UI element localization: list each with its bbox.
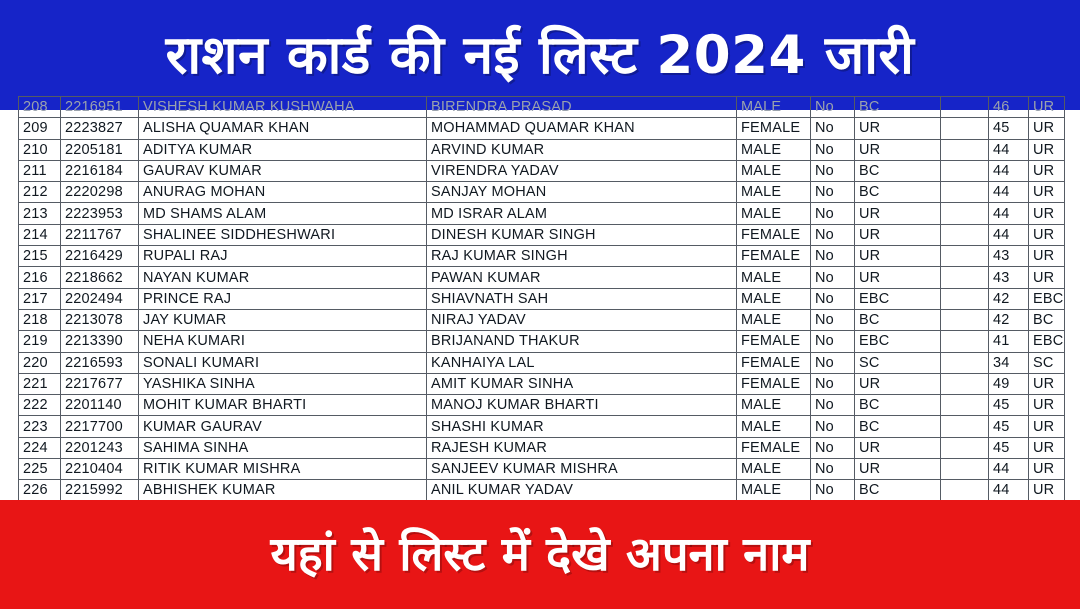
cell-spacer [941, 373, 989, 394]
cell-name: MD SHAMS ALAM [139, 203, 427, 224]
cell-gender: MALE [737, 160, 811, 181]
bottom-cta-text: यहां से लिस्ट में देखे अपना नाम [270, 527, 810, 582]
cell-category: EBC [855, 331, 941, 352]
cell-spacer [941, 246, 989, 267]
cell-age: 42 [989, 309, 1029, 330]
cell-id: 2217677 [61, 373, 139, 394]
cell-id: 2202494 [61, 288, 139, 309]
cell-name: ALISHA QUAMAR KHAN [139, 118, 427, 139]
cell-father-name: NIRAJ YADAV [427, 309, 737, 330]
cell-spacer [941, 309, 989, 330]
cell-name: YASHIKA SINHA [139, 373, 427, 394]
ration-list-table-area [0, 99, 1080, 500]
cell-spacer [941, 224, 989, 245]
cell-flag: No [811, 437, 855, 458]
cell-name: SONALI KUMARI [139, 352, 427, 373]
cell-name: RUPALI RAJ [139, 246, 427, 267]
cell-father-name: BIRENDRA PRASAD [427, 97, 737, 118]
cell-father-name: RAJESH KUMAR [427, 437, 737, 458]
cell-father-name: MOHAMMAD QUAMAR KHAN [427, 118, 737, 139]
cell-flag: No [811, 373, 855, 394]
cell-id: 2223953 [61, 203, 139, 224]
cell-id: 2216429 [61, 246, 139, 267]
cell-flag: No [811, 288, 855, 309]
cell-id: 2218662 [61, 267, 139, 288]
cell-father-name: DINESH KUMAR SINGH [427, 224, 737, 245]
table-row [19, 288, 1065, 309]
table-row [19, 416, 1065, 437]
cell-category-short: UR [1029, 182, 1065, 203]
table-row [19, 459, 1065, 480]
cell-gender: MALE [737, 267, 811, 288]
cell-id: 2213390 [61, 331, 139, 352]
cell-gender: MALE [737, 480, 811, 501]
cell-category-short: UR [1029, 267, 1065, 288]
cell-father-name: ANIL KUMAR YADAV [427, 480, 737, 501]
cell-spacer [941, 480, 989, 501]
cell-name: NAYAN KUMAR [139, 267, 427, 288]
table-row [19, 309, 1065, 330]
cell-father-name: MD ISRAR ALAM [427, 203, 737, 224]
table-row [19, 203, 1065, 224]
cell-flag: No [811, 160, 855, 181]
cell-spacer [941, 459, 989, 480]
cell-id: 2220298 [61, 182, 139, 203]
cell-category: UR [855, 459, 941, 480]
cell-name: ADITYA KUMAR [139, 139, 427, 160]
cell-gender: FEMALE [737, 331, 811, 352]
cell-serial: 220 [19, 352, 61, 373]
cell-flag: No [811, 182, 855, 203]
cell-category-short: UR [1029, 139, 1065, 160]
cell-serial: 224 [19, 437, 61, 458]
cell-category: BC [855, 480, 941, 501]
cell-flag: No [811, 480, 855, 501]
cell-name: NEHA KUMARI [139, 331, 427, 352]
cell-father-name: KANHAIYA LAL [427, 352, 737, 373]
cell-flag: No [811, 139, 855, 160]
cell-flag: No [811, 309, 855, 330]
cell-category-short: UR [1029, 437, 1065, 458]
table-row [19, 97, 1065, 118]
cell-category-short: UR [1029, 246, 1065, 267]
cell-category-short: EBC [1029, 288, 1065, 309]
cell-category-short: SC [1029, 352, 1065, 373]
cell-gender: MALE [737, 288, 811, 309]
cell-flag: No [811, 267, 855, 288]
cell-category-short: BC [1029, 309, 1065, 330]
cell-father-name: SANJEEV KUMAR MISHRA [427, 459, 737, 480]
table-row [19, 224, 1065, 245]
cell-spacer [941, 139, 989, 160]
cell-serial: 212 [19, 182, 61, 203]
cell-father-name: VIRENDRA YADAV [427, 160, 737, 181]
table-body [19, 97, 1065, 523]
cell-category-short: UR [1029, 480, 1065, 501]
cell-age: 49 [989, 373, 1029, 394]
cell-id: 2216593 [61, 352, 139, 373]
cell-gender: MALE [737, 97, 811, 118]
cell-age: 45 [989, 416, 1029, 437]
cell-flag: No [811, 203, 855, 224]
cell-serial: 214 [19, 224, 61, 245]
cell-category-short: UR [1029, 97, 1065, 118]
cell-age: 44 [989, 459, 1029, 480]
top-headline-text: राशन कार्ड की नई लिस्ट 2024 जारी [165, 24, 915, 86]
cell-category: UR [855, 203, 941, 224]
cell-category-short: UR [1029, 224, 1065, 245]
ration-beneficiary-table [18, 96, 1065, 523]
cell-serial: 210 [19, 139, 61, 160]
cell-serial: 217 [19, 288, 61, 309]
cell-flag: No [811, 416, 855, 437]
cell-serial: 226 [19, 480, 61, 501]
cell-serial: 218 [19, 309, 61, 330]
cell-spacer [941, 437, 989, 458]
cell-category: UR [855, 224, 941, 245]
cell-category: BC [855, 97, 941, 118]
cell-gender: MALE [737, 139, 811, 160]
cell-age: 41 [989, 331, 1029, 352]
cell-father-name: MANOJ KUMAR BHARTI [427, 395, 737, 416]
cell-category-short: UR [1029, 416, 1065, 437]
cell-category: UR [855, 118, 941, 139]
cell-father-name: SANJAY MOHAN [427, 182, 737, 203]
cell-category: EBC [855, 288, 941, 309]
cell-gender: MALE [737, 203, 811, 224]
cell-father-name: ARVIND KUMAR [427, 139, 737, 160]
cell-category: UR [855, 246, 941, 267]
cell-age: 43 [989, 267, 1029, 288]
cell-flag: No [811, 118, 855, 139]
table-row [19, 182, 1065, 203]
cell-spacer [941, 160, 989, 181]
cell-spacer [941, 182, 989, 203]
cell-gender: FEMALE [737, 246, 811, 267]
cell-gender: FEMALE [737, 352, 811, 373]
cell-age: 45 [989, 437, 1029, 458]
bottom-cta-banner[interactable] [0, 500, 1080, 609]
cell-gender: FEMALE [737, 437, 811, 458]
cell-age: 44 [989, 182, 1029, 203]
cell-id: 2216951 [61, 97, 139, 118]
cell-serial: 211 [19, 160, 61, 181]
cell-id: 2201243 [61, 437, 139, 458]
cell-serial: 209 [19, 118, 61, 139]
cell-spacer [941, 118, 989, 139]
cell-name: ANURAG MOHAN [139, 182, 427, 203]
table-row [19, 160, 1065, 181]
cell-category: BC [855, 395, 941, 416]
cell-category: BC [855, 160, 941, 181]
cell-age: 44 [989, 224, 1029, 245]
table-row [19, 118, 1065, 139]
cell-gender: MALE [737, 182, 811, 203]
cell-category-short: UR [1029, 160, 1065, 181]
cell-id: 2223827 [61, 118, 139, 139]
cell-category: BC [855, 182, 941, 203]
cell-father-name: BRIJANAND THAKUR [427, 331, 737, 352]
cell-age: 44 [989, 203, 1029, 224]
table-row [19, 373, 1065, 394]
cell-age: 43 [989, 246, 1029, 267]
cell-serial: 223 [19, 416, 61, 437]
cell-category-short: UR [1029, 373, 1065, 394]
cell-serial: 225 [19, 459, 61, 480]
cell-category: BC [855, 416, 941, 437]
cell-age: 44 [989, 139, 1029, 160]
cell-name: SHALINEE SIDDHESHWARI [139, 224, 427, 245]
cell-id: 2211767 [61, 224, 139, 245]
cell-category-short: UR [1029, 395, 1065, 416]
cell-name: RITIK KUMAR MISHRA [139, 459, 427, 480]
cell-serial: 215 [19, 246, 61, 267]
cell-spacer [941, 288, 989, 309]
table-row [19, 395, 1065, 416]
cell-age: 46 [989, 97, 1029, 118]
cell-name: JAY KUMAR [139, 309, 427, 330]
cell-flag: No [811, 352, 855, 373]
table-row [19, 267, 1065, 288]
cell-spacer [941, 395, 989, 416]
cell-age: 45 [989, 118, 1029, 139]
cell-father-name: RAJ KUMAR SINGH [427, 246, 737, 267]
cell-spacer [941, 203, 989, 224]
cell-gender: FEMALE [737, 118, 811, 139]
cell-category: UR [855, 373, 941, 394]
table-row [19, 480, 1065, 501]
cell-serial: 219 [19, 331, 61, 352]
cell-flag: No [811, 395, 855, 416]
table-row [19, 139, 1065, 160]
cell-age: 44 [989, 160, 1029, 181]
cell-spacer [941, 267, 989, 288]
cell-id: 2215992 [61, 480, 139, 501]
cell-category: UR [855, 139, 941, 160]
cell-id: 2205181 [61, 139, 139, 160]
cell-id: 2201140 [61, 395, 139, 416]
cell-category-short: EBC [1029, 331, 1065, 352]
table-row [19, 246, 1065, 267]
cell-flag: No [811, 97, 855, 118]
cell-spacer [941, 352, 989, 373]
cell-age: 42 [989, 288, 1029, 309]
cell-spacer [941, 416, 989, 437]
cell-gender: FEMALE [737, 224, 811, 245]
table-row [19, 352, 1065, 373]
cell-flag: No [811, 246, 855, 267]
cell-name: GAURAV KUMAR [139, 160, 427, 181]
cell-flag: No [811, 331, 855, 352]
cell-serial: 216 [19, 267, 61, 288]
cell-gender: FEMALE [737, 373, 811, 394]
top-headline-banner [0, 0, 1080, 110]
cell-id: 2216184 [61, 160, 139, 181]
cell-age: 34 [989, 352, 1029, 373]
cell-name: SAHIMA SINHA [139, 437, 427, 458]
cell-category: BC [855, 309, 941, 330]
cell-age: 44 [989, 480, 1029, 501]
cell-name: VISHESH KUMAR KUSHWAHA [139, 97, 427, 118]
cell-name: PRINCE RAJ [139, 288, 427, 309]
cell-serial: 222 [19, 395, 61, 416]
cell-gender: MALE [737, 416, 811, 437]
cell-gender: MALE [737, 309, 811, 330]
cell-father-name: SHASHI KUMAR [427, 416, 737, 437]
cell-father-name: AMIT KUMAR SINHA [427, 373, 737, 394]
cell-flag: No [811, 224, 855, 245]
cell-category-short: UR [1029, 118, 1065, 139]
cell-flag: No [811, 459, 855, 480]
cell-id: 2213078 [61, 309, 139, 330]
cell-category: UR [855, 437, 941, 458]
cell-serial: 221 [19, 373, 61, 394]
cell-father-name: SHIAVNATH SAH [427, 288, 737, 309]
cell-category-short: UR [1029, 459, 1065, 480]
cell-id: 2210404 [61, 459, 139, 480]
cell-spacer [941, 97, 989, 118]
cell-age: 45 [989, 395, 1029, 416]
cell-category-short: UR [1029, 203, 1065, 224]
table-row [19, 331, 1065, 352]
cell-id: 2217700 [61, 416, 139, 437]
cell-father-name: PAWAN KUMAR [427, 267, 737, 288]
cell-category: UR [855, 267, 941, 288]
cell-spacer [941, 331, 989, 352]
table-clip [18, 96, 1064, 523]
cell-gender: MALE [737, 459, 811, 480]
cell-serial: 213 [19, 203, 61, 224]
cell-name: MOHIT KUMAR BHARTI [139, 395, 427, 416]
table-row [19, 437, 1065, 458]
cell-name: KUMAR GAURAV [139, 416, 427, 437]
cell-gender: MALE [737, 395, 811, 416]
cell-serial: 208 [19, 97, 61, 118]
cell-category: SC [855, 352, 941, 373]
cell-name: ABHISHEK KUMAR [139, 480, 427, 501]
